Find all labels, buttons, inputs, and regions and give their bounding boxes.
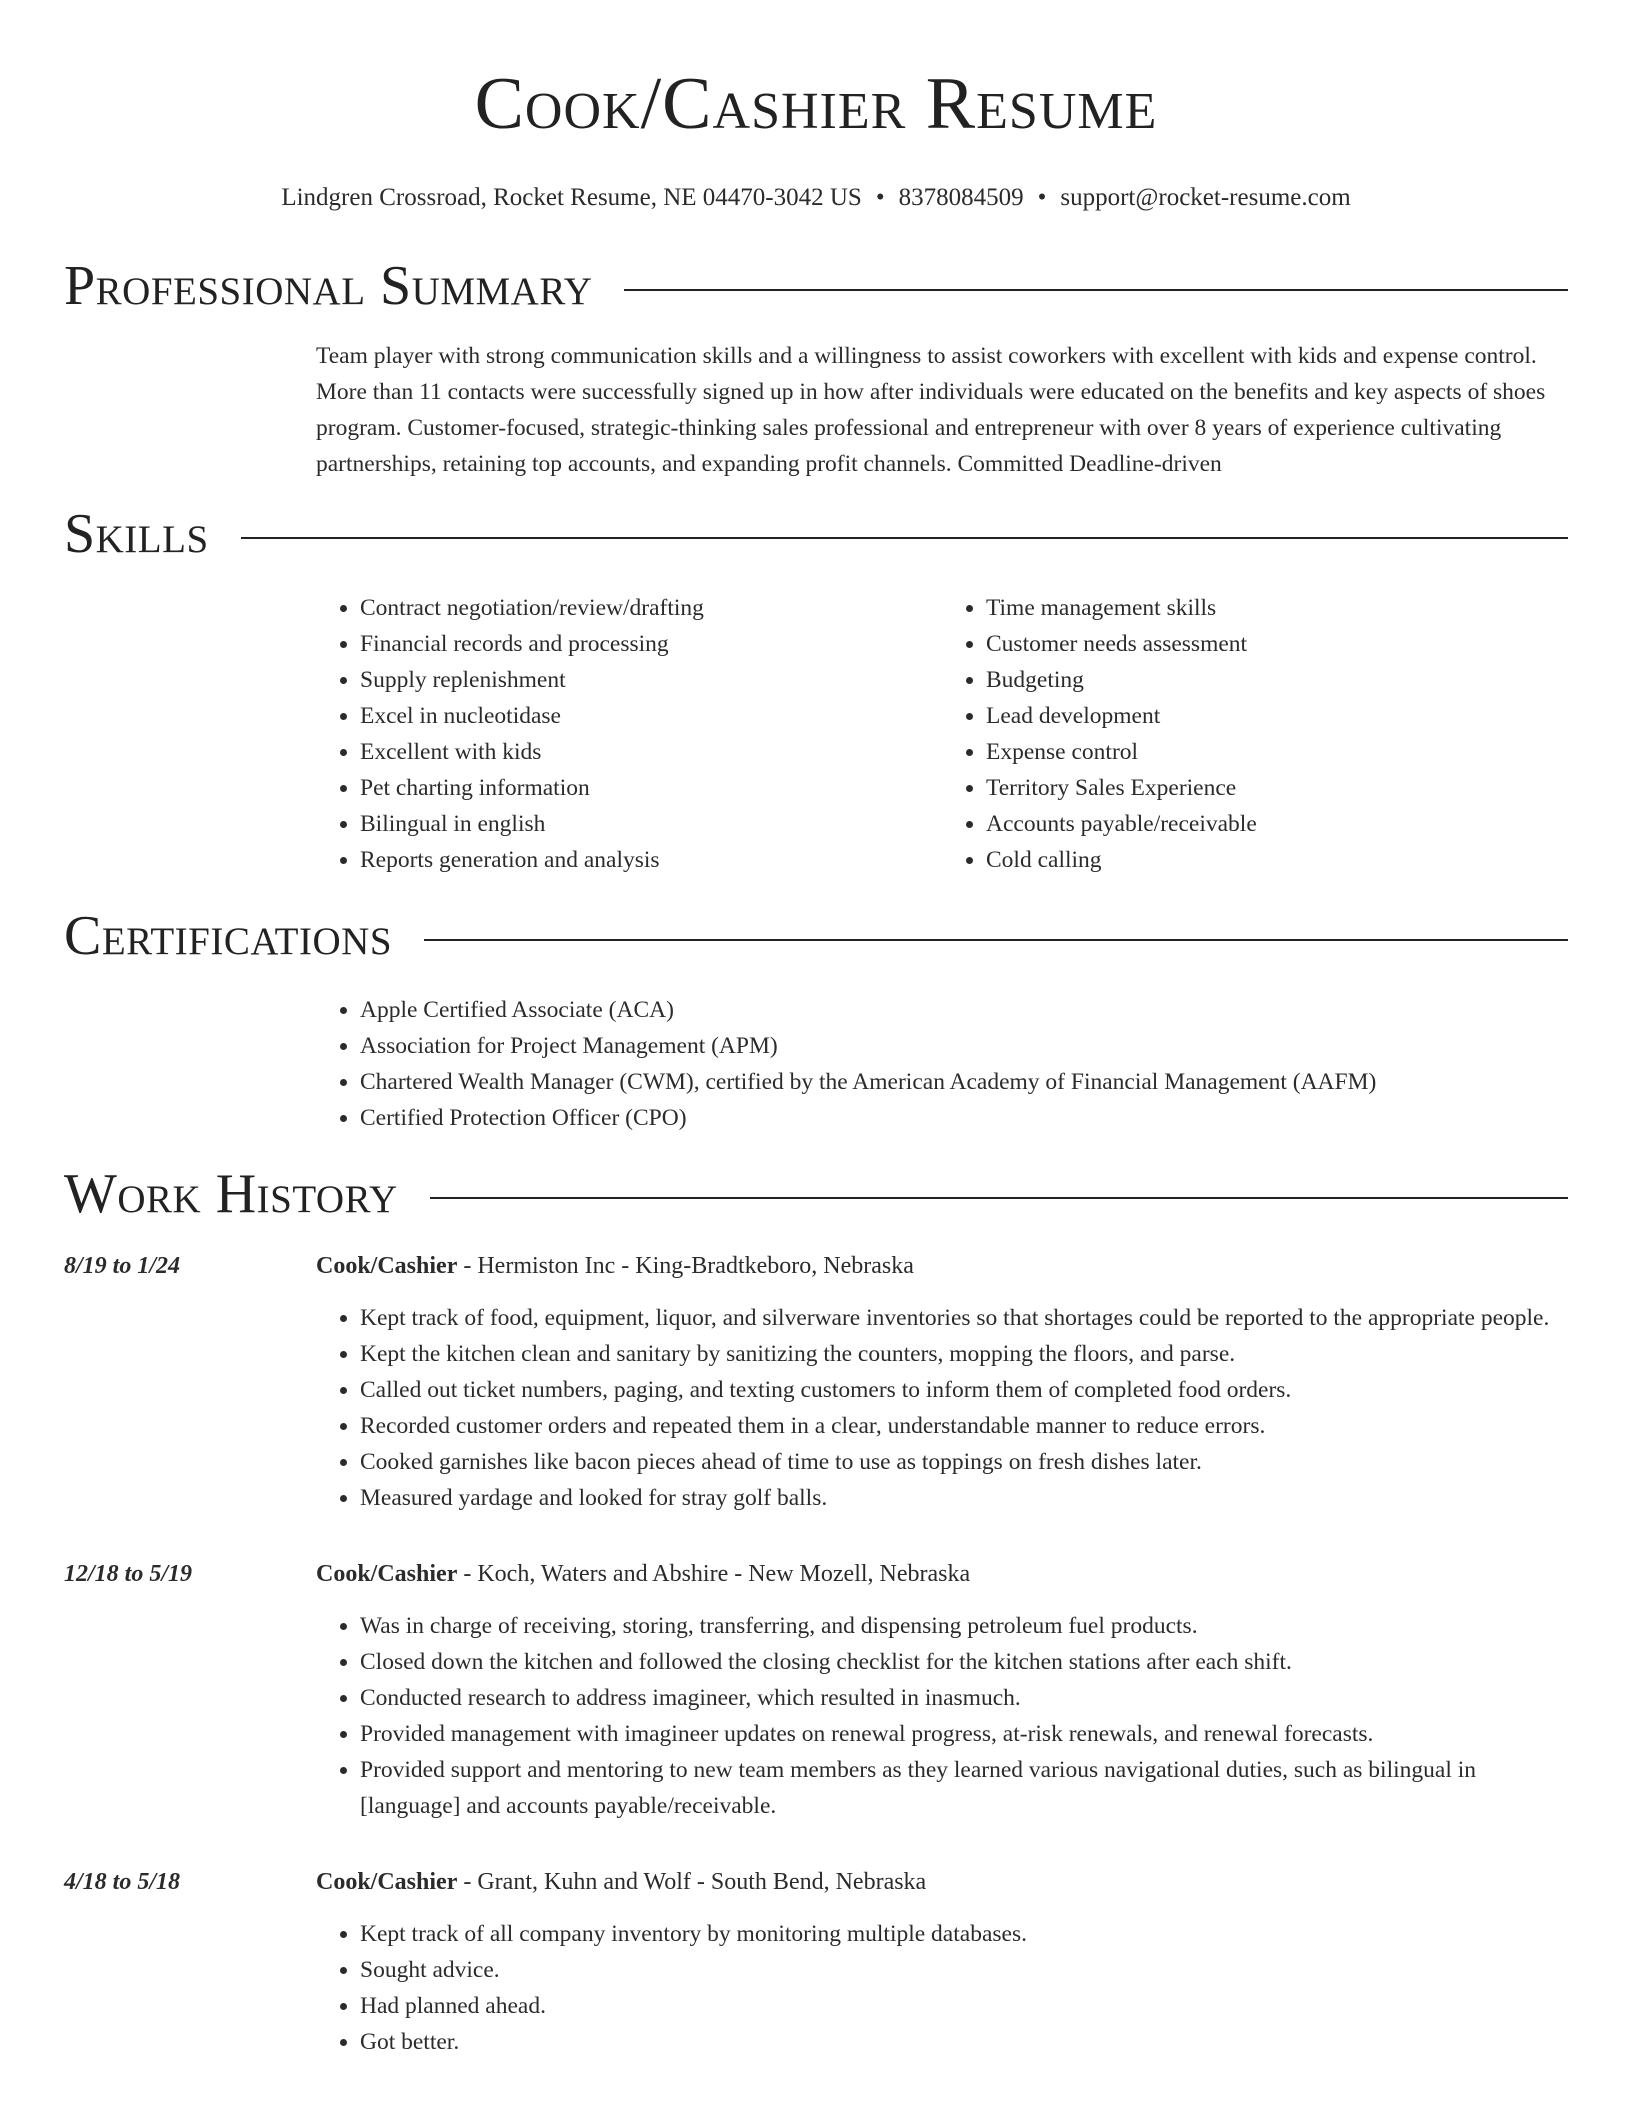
skill-item: • Expense control	[986, 734, 1568, 770]
work-history-heading: Work History	[64, 1163, 398, 1225]
job-employer-location: - Koch, Waters and Abshire - New Mozell, Nebraska	[457, 1561, 971, 1587]
job-dates: 8/19 to 1/24	[64, 1253, 181, 1279]
job-dates: 4/18 to 5/18	[64, 1869, 181, 1895]
job-bullet: • Provided management with imagineer updates on renewal progress, at-risk renewals, and renewal forecasts.	[360, 1716, 1568, 1752]
certification-item: • Association for Project Management (APM)	[360, 1028, 1568, 1064]
job-bullet: • Conducted research to address imagineer, which resulted in inasmuch.	[360, 1680, 1568, 1716]
section-divider	[241, 537, 1568, 539]
job-bullet: • Sought advice.	[360, 1952, 1568, 1988]
separator-dot: •	[1037, 184, 1047, 211]
job-bullet: • Kept track of all company inventory by monitoring multiple databases.	[360, 1916, 1568, 1952]
job-header	[64, 1864, 1568, 1900]
certifications-list	[316, 992, 1568, 1136]
job-header	[64, 1556, 1568, 1592]
skills-list-left	[316, 590, 942, 878]
job-bullet: • Provided support and mentoring to new team members as they learned various navigational duties, such as bilingual in [language] and accounts payable/receivable.	[360, 1752, 1568, 1824]
contact-address: Lindgren Crossroad, Rocket Resume, NE 04470-3042 US	[281, 184, 862, 211]
skill-item: • Excel in nucleotidase	[360, 698, 942, 734]
job-bullet: • Called out ticket numbers, paging, and texting customers to inform them of completed food orders.	[360, 1372, 1568, 1408]
job-dates: 12/18 to 5/19	[64, 1561, 193, 1587]
job-bullet: • Closed down the kitchen and followed the closing checklist for the kitchen stations after each shift.	[360, 1644, 1568, 1680]
job-bullet: • Had planned ahead.	[360, 1988, 1568, 2024]
separator-dot: •	[875, 184, 885, 211]
certifications-section-header	[64, 904, 1568, 968]
job-position	[316, 1556, 970, 1592]
skill-item: • Time management skills	[986, 590, 1568, 626]
job-header	[64, 1248, 1568, 1284]
resume-title: Cook/Cashier Resume	[474, 63, 1158, 145]
skill-item: • Contract negotiation/review/drafting	[360, 590, 942, 626]
summary-section-header	[64, 254, 1568, 318]
skill-item: • Lead development	[986, 698, 1568, 734]
certifications-heading: Certifications	[64, 905, 393, 967]
job-bullet: • Was in charge of receiving, storing, transferring, and dispensing petroleum fuel products.	[360, 1608, 1568, 1644]
job-title: Cook/Cashier	[316, 1561, 458, 1587]
skill-item: • Pet charting information	[360, 770, 942, 806]
job-bullets	[316, 1916, 1568, 2060]
job-entry	[64, 1248, 1568, 1516]
skills-heading: Skills	[64, 503, 209, 565]
skill-item: • Bilingual in english	[360, 806, 942, 842]
job-bullets-wrapper	[316, 1916, 1568, 2060]
skill-item: • Cold calling	[986, 842, 1568, 878]
skills-list-right	[942, 590, 1568, 878]
certification-item: • Chartered Wealth Manager (CWM), certified by the American Academy of Financial Management (AAFM)	[360, 1064, 1568, 1100]
job-entry	[64, 1864, 1568, 2060]
job-bullet: • Recorded customer orders and repeated them in a clear, understandable manner to reduce errors.	[360, 1408, 1568, 1444]
skill-item: • Reports generation and analysis	[360, 842, 942, 878]
job-employer-location: - Grant, Kuhn and Wolf - South Bend, Nebraska	[457, 1869, 927, 1895]
job-title: Cook/Cashier	[316, 1253, 458, 1279]
job-bullets-wrapper	[316, 1608, 1568, 1824]
certification-item: • Apple Certified Associate (ACA)	[360, 992, 1568, 1028]
job-bullet: • Got better.	[360, 2024, 1568, 2060]
skills-columns	[316, 590, 1568, 878]
contact-line	[64, 182, 1568, 214]
summary-text: Team player with strong communication skills and a willingness to assist coworkers with excellent with kids and expense control. More than 11 contacts were successfully signed up in how after individuals were educated on the benefits and key aspects of shoes program. Customer-focused, strategic-thinking sales professional and entrepreneur with over 8 years of experience cultivating partnerships, retaining top accounts, and expanding profit channels. Committed Deadline-driven	[316, 343, 1546, 477]
work-history-section-header	[64, 1162, 1568, 1226]
contact-email[interactable]: support@rocket-resume.com	[1060, 184, 1351, 211]
job-bullet: • Measured yardage and looked for stray golf balls.	[360, 1480, 1568, 1516]
job-position	[316, 1248, 914, 1284]
certification-item: • Certified Protection Officer (CPO)	[360, 1100, 1568, 1136]
job-bullet: • Cooked garnishes like bacon pieces ahead of time to use as toppings on fresh dishes later.	[360, 1444, 1568, 1480]
section-divider	[430, 1197, 1568, 1199]
skill-item: • Financial records and processing	[360, 626, 942, 662]
skills-section-header	[64, 502, 1568, 566]
job-bullet: • Kept the kitchen clean and sanitary by sanitizing the counters, mopping the floors, and parse.	[360, 1336, 1568, 1372]
job-title: Cook/Cashier	[316, 1869, 458, 1895]
job-bullet: • Kept track of food, equipment, liquor, and silverware inventories so that shortages could be reported to the appropriate people.	[360, 1300, 1568, 1336]
skill-item: • Accounts payable/receivable	[986, 806, 1568, 842]
certifications-list-wrapper	[316, 992, 1568, 1136]
skill-item: • Customer needs assessment	[986, 626, 1568, 662]
job-bullets	[316, 1608, 1568, 1824]
section-divider	[424, 939, 1568, 941]
section-divider	[624, 289, 1568, 291]
job-bullets	[316, 1300, 1568, 1516]
summary-heading: Professional Summary	[64, 255, 593, 317]
job-employer-location: - Hermiston Inc - King-Bradtkeboro, Nebraska	[457, 1253, 914, 1279]
contact-phone: 8378084509	[898, 184, 1024, 211]
job-entry	[64, 1556, 1568, 1824]
job-position	[316, 1864, 926, 1900]
skill-item: • Budgeting	[986, 662, 1568, 698]
skill-item: • Supply replenishment	[360, 662, 942, 698]
skill-item: • Excellent with kids	[360, 734, 942, 770]
skill-item: • Territory Sales Experience	[986, 770, 1568, 806]
job-bullets-wrapper	[316, 1300, 1568, 1516]
